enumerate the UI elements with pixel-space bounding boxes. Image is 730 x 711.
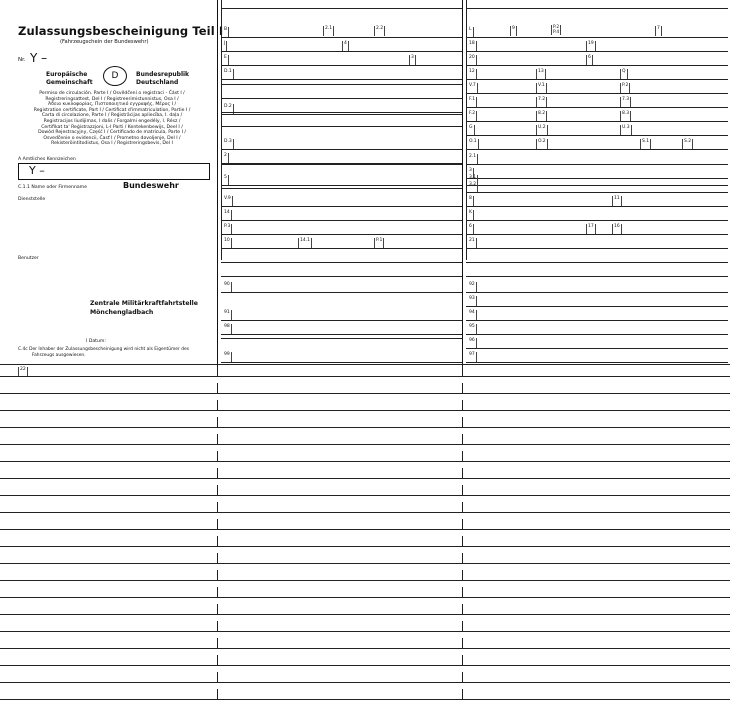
rule-line [221, 234, 462, 235]
code-f2-8-2: 8.2 [536, 111, 547, 121]
rule-tick [217, 621, 218, 631]
code-right-20: 20 [468, 55, 477, 65]
code-o1-s1: S.1 [640, 139, 651, 149]
rule-line [0, 393, 730, 394]
code-v7-p2: P.2 [620, 83, 630, 93]
rule-tick [217, 689, 218, 699]
code-lower-94: 94 [468, 310, 477, 320]
rule-line [221, 37, 462, 38]
translation-line: Osvedčenie o evidencii, Časť I / Prometno dovoljenje, Del I / [43, 135, 181, 141]
rule-line [0, 512, 730, 513]
code-l-p2-p4 [551, 25, 561, 35]
field-a-value: Y – [29, 164, 45, 177]
section-divider [0, 364, 730, 365]
rule-line [221, 320, 462, 321]
rule-line [221, 338, 462, 339]
rule-tick [462, 383, 463, 393]
rule-line [0, 665, 730, 666]
field-a-label: A Amtliches Kennzeichen [18, 157, 76, 162]
code-right-12: 12 [468, 69, 477, 79]
field-a-box[interactable] [18, 163, 210, 180]
code-right-l: L [468, 27, 474, 37]
code-18-19: 19 [586, 41, 596, 51]
code-l-7: 7 [655, 26, 662, 36]
code-g-u3: U.3 [620, 125, 632, 135]
code-b-2-2: 2.2 [374, 26, 385, 36]
rule-tick [217, 417, 218, 427]
code-right-21: 21 [468, 238, 477, 248]
rule-line [466, 306, 728, 307]
rule-tick [217, 502, 218, 512]
rule-tick [462, 570, 463, 580]
code-l-9: 9 [510, 26, 517, 36]
rule-line [221, 149, 462, 150]
code-mid-v-9: V.9 [223, 196, 233, 206]
code-mid-b: B [223, 27, 229, 37]
rule-tick [462, 417, 463, 427]
rule-tick [462, 485, 463, 495]
code-right-2-1: 2.1 [468, 154, 478, 164]
code-e-3: 3 [409, 55, 416, 65]
code-right-8: 8 [468, 196, 474, 206]
rule-tick [462, 502, 463, 512]
translation-line: Dowód Rejestracyjny, Część I / Certificado de matrícula, Parte I / [38, 130, 186, 136]
rule-line [221, 292, 462, 293]
code-lower-93: 93 [468, 296, 477, 306]
rule-line [0, 444, 730, 445]
rule-tick [217, 434, 218, 444]
rule-line [466, 276, 728, 277]
code-22: 22 [18, 367, 28, 377]
benutzer-label: Benutzer [18, 256, 39, 261]
rule-tick [217, 638, 218, 648]
code-6-17: 17 [586, 224, 596, 234]
rule-line [221, 112, 462, 113]
rule-line [0, 478, 730, 479]
rule-tick [462, 468, 463, 478]
rule-line [0, 563, 730, 564]
rule-line [0, 631, 730, 632]
rule-tick [462, 434, 463, 444]
rule-tick [462, 536, 463, 546]
code-mid-d-3: D.3 [223, 139, 234, 149]
rule-line [466, 121, 728, 122]
rule-line [466, 220, 728, 221]
code-mid-p-3: P.3 [223, 224, 232, 234]
divider-right-b [466, 0, 467, 260]
code-g-u2: U.2 [536, 125, 548, 135]
rule-tick [462, 604, 463, 614]
rule-line [466, 248, 728, 249]
rule-tick [462, 655, 463, 665]
code-10-p-1: P.1 [374, 238, 384, 248]
code-mid-e: E [223, 55, 229, 65]
rule-tick [462, 638, 463, 648]
nr-value: Y – [30, 51, 48, 65]
code-right-k: K [468, 210, 474, 220]
rule-tick [462, 672, 463, 682]
c4c-line1: C.4c Der Inhaber der Zulassungsbescheinigung wird nicht als Eigentümer des [18, 347, 189, 352]
rule-line [466, 192, 728, 193]
rule-line [221, 65, 462, 66]
c4c-line2: Fahrzeugs ausgewiesen. [32, 353, 86, 358]
code-right-3: 3 [468, 168, 474, 178]
rule-line [221, 8, 462, 9]
code-lower-99: 99 [223, 352, 232, 362]
rule-tick [217, 553, 218, 563]
rule-tick [462, 553, 463, 563]
code-lower-96: 96 [468, 338, 477, 348]
rule-line [466, 234, 728, 235]
code-mid-j: J [223, 41, 227, 51]
rule-line [466, 206, 728, 207]
rule-tick [462, 400, 463, 410]
code-o1-s2: S.2 [682, 139, 693, 149]
code-lower-92: 92 [468, 282, 477, 292]
rule-line [466, 51, 728, 52]
eu-line2: Gemeinschaft [46, 79, 93, 86]
code-right-3-1: 3.1 [468, 175, 478, 185]
rule-line [221, 188, 462, 189]
code-o1-o2: O.2 [536, 139, 548, 149]
rule-tick [462, 587, 463, 597]
translation-line: Άδεια κυκλοφορίας, Πιστοποιητικό εγγραφής, Μέρος I / [47, 102, 177, 108]
code-b-2-1: 2.1 [323, 26, 334, 36]
field-c11-value: Bundeswehr [123, 181, 179, 190]
rule-line [221, 206, 462, 207]
divider-left-b [221, 0, 222, 260]
rule-tick [217, 400, 218, 410]
code-v7-v1: V.1 [536, 83, 547, 93]
rule-line [0, 410, 730, 411]
nr-label: Nr. [18, 57, 26, 63]
rule-line [221, 164, 462, 165]
rule-line [0, 427, 730, 428]
rule-line [221, 185, 462, 186]
rule-tick [217, 587, 218, 597]
rule-line [466, 348, 728, 349]
rule-line [221, 334, 462, 335]
code-6-16: 16 [612, 224, 622, 234]
authority-line1: Zentrale Militärkraftfahrtstelle [90, 300, 198, 307]
code-right-3-2: 3.2 [468, 182, 478, 192]
rule-line [466, 79, 728, 80]
code-lower-98: 98 [223, 324, 232, 334]
divider-left [217, 0, 218, 374]
datum-label: I Datum: [86, 339, 106, 344]
code-right-g: G [468, 125, 475, 135]
rule-line [466, 93, 728, 94]
code-lower-90: 90 [223, 282, 232, 292]
rule-tick [217, 519, 218, 529]
br-line2: Deutschland [136, 79, 179, 86]
rule-tick [217, 366, 218, 376]
translation-line: Registracijos liudijimas, I dalis / Forgalmi engedély, I. Rész / [43, 118, 181, 124]
code-right-f-1: F.1 [468, 97, 477, 107]
rule-line [466, 8, 728, 9]
code-mid-14: 14 [223, 210, 232, 220]
rule-line [221, 114, 462, 115]
rule-line [221, 98, 462, 99]
rule-tick [462, 519, 463, 529]
rule-tick [217, 570, 218, 580]
rule-tick [217, 485, 218, 495]
rule-line [0, 580, 730, 581]
rule-line [466, 185, 728, 186]
rule-line [466, 65, 728, 66]
translations-block [14, 91, 210, 147]
rule-line [0, 597, 730, 598]
rule-line [466, 37, 728, 38]
rule-tick [462, 689, 463, 699]
rule-line [0, 682, 730, 683]
rule-line [0, 461, 730, 462]
eu-line1: Europäische [46, 71, 88, 78]
rule-tick [217, 468, 218, 478]
code-mid-2: 2 [223, 153, 229, 163]
rule-tick [217, 672, 218, 682]
code-p4: P.4 [553, 30, 560, 35]
code-mid-d-2: D.2 [223, 104, 234, 114]
rule-line [221, 79, 462, 80]
br-line1: Bundesrepublik [136, 71, 190, 78]
code-j-4: 4 [342, 41, 349, 51]
code-mid-d-1: D.1 [223, 69, 234, 79]
translation-line: Permiso de circulación. Parte I / Osvědčení o registraci - Část I / [39, 91, 185, 96]
code-8-11: 11 [612, 196, 622, 206]
rule-tick [217, 655, 218, 665]
code-mid-10: 10 [223, 238, 232, 248]
rule-line [466, 362, 728, 363]
rule-line [466, 334, 728, 335]
rule-line [466, 149, 728, 150]
code-right-o-1: O.1 [468, 139, 479, 149]
rule-line [466, 262, 728, 263]
rule-line [221, 126, 462, 127]
rule-tick [462, 451, 463, 461]
rule-line [466, 135, 728, 136]
rule-tick [217, 383, 218, 393]
code-f1-7-3: 7.3 [620, 97, 631, 107]
rule-line [466, 320, 728, 321]
rule-line [221, 220, 462, 221]
code-10-14-1: 14.1 [298, 238, 312, 248]
translation-line: Registration certificate, Part I / Certificat d'immatriculation, Partie I / [33, 107, 191, 113]
divider-right [462, 0, 463, 374]
code-lower-95: 95 [468, 324, 477, 334]
rule-line [221, 84, 462, 85]
document-title: Zulassungsbescheinigung Teil I [18, 24, 224, 38]
code-mid-5: 5 [223, 175, 229, 185]
authority-line2: Mönchengladbach [90, 309, 154, 316]
rule-line [466, 292, 728, 293]
rule-line [0, 699, 730, 700]
rule-line [0, 529, 730, 530]
translation-line: Carta di circolazione, Parte I / Reģistrācijas apliecība, I. daļa / [41, 113, 183, 119]
rule-line [0, 376, 730, 377]
rule-line [221, 362, 462, 363]
code-right-v-7: V.7 [468, 83, 478, 93]
code-right-6: 6 [468, 224, 474, 234]
rule-line [0, 546, 730, 547]
rule-line [0, 648, 730, 649]
code-lower-97: 97 [468, 352, 477, 362]
translation-line: Certifikat ta' Reġistrazzjoni, L-I Parti / Kentekenbewijs, Deel I / [41, 124, 183, 130]
rule-line [221, 262, 462, 263]
code-lower-91: 91 [223, 310, 232, 320]
rule-tick [217, 451, 218, 461]
rule-line [466, 178, 728, 179]
document-subtitle: (Fahrzeugschein der Bundeswehr) [60, 39, 149, 45]
rule-tick [217, 604, 218, 614]
rule-line [221, 51, 462, 52]
rule-tick [217, 536, 218, 546]
rule-line [0, 495, 730, 496]
translation-line: Rekisteröintitodistus, Osa I / Registreringsbevis, Del I [51, 141, 173, 147]
code-12-q: Q [620, 69, 628, 79]
country-oval-icon [103, 66, 127, 86]
rule-line [221, 248, 462, 249]
country-code: D [111, 71, 119, 81]
rule-tick [462, 621, 463, 631]
code-p2: P.2 [553, 25, 560, 30]
code-f1-7-2: 7.2 [536, 97, 547, 107]
rule-line [466, 164, 728, 165]
code-right-f-2: F.2 [468, 111, 477, 121]
code-20-6: 6 [586, 55, 593, 65]
code-f2-8-3: 8.3 [620, 111, 631, 121]
rule-line [221, 276, 462, 277]
field-c11-label: C.1.1 Name oder Firmenname [18, 185, 87, 190]
rule-line [466, 107, 728, 108]
translation-line: Registreringsattest, Del I / Registreerimistunnistus, Osa I / [45, 96, 179, 102]
code-right-18: 18 [468, 41, 477, 51]
rule-tick [462, 366, 463, 376]
code-12-13: 13 [536, 69, 546, 79]
rule-line [0, 614, 730, 615]
dienststelle-label: Dienststelle [18, 197, 46, 202]
